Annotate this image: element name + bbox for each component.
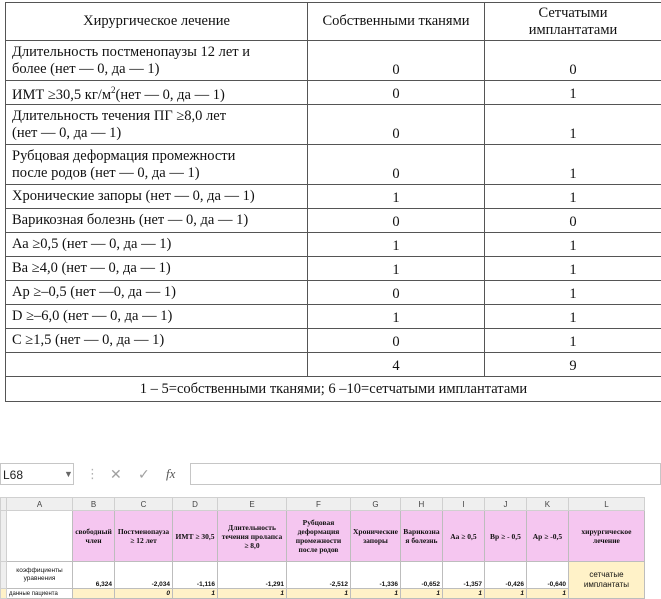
sum-label-empty bbox=[6, 353, 308, 377]
row-label-line: (нет — 0, да — 1) bbox=[12, 125, 301, 142]
formula-input[interactable] bbox=[190, 463, 661, 485]
row-label bbox=[6, 81, 308, 105]
formula-bar-separator-icon: ⋮ bbox=[86, 466, 99, 482]
column-header[interactable]: K bbox=[526, 498, 568, 511]
mesh-value: 1 bbox=[485, 281, 661, 305]
mesh-value: 0 bbox=[485, 41, 661, 81]
column-header[interactable]: J bbox=[484, 498, 526, 511]
sum-row bbox=[6, 353, 661, 377]
mesh-value: 1 bbox=[485, 329, 661, 353]
cell-coef[interactable]: -2,512 bbox=[287, 562, 351, 589]
cell-patient-label[interactable]: данные пациента bbox=[7, 589, 73, 599]
header-mesh-implants bbox=[485, 3, 661, 41]
cell-bp[interactable]: Вр ≥ - 0,5 bbox=[484, 511, 526, 562]
table-header-row bbox=[6, 3, 661, 41]
cell-patient[interactable]: 1 bbox=[218, 589, 287, 599]
row-label-text: ИМТ ≥30,5 кг/м bbox=[12, 86, 111, 102]
mesh-value: 1 bbox=[485, 185, 661, 209]
mesh-value: 1 bbox=[485, 257, 661, 281]
cell-coef[interactable]: -0,426 bbox=[484, 562, 526, 589]
row-label: С ≥1,5 (нет — 0, да — 1) bbox=[6, 329, 308, 353]
spreadsheet-window bbox=[0, 455, 661, 595]
cell-patient[interactable]: 1 bbox=[400, 589, 442, 599]
row-label-line: более (нет — 0, да — 1) bbox=[12, 61, 301, 78]
column-header[interactable]: L bbox=[568, 498, 644, 511]
column-header[interactable]: D bbox=[173, 498, 218, 511]
footer-row bbox=[6, 377, 661, 402]
cancel-icon[interactable]: ✕ bbox=[110, 465, 122, 483]
column-header-row bbox=[1, 498, 645, 511]
row-label: Хронические запоры (нет — 0, да — 1) bbox=[6, 185, 308, 209]
own-tissue-value: 0 bbox=[308, 329, 485, 353]
cell-bmi[interactable]: ИМТ ≥ 30,5 bbox=[173, 511, 218, 562]
cell-coef[interactable]: -1,116 bbox=[173, 562, 218, 589]
own-tissue-value: 0 bbox=[308, 81, 485, 105]
surgical-treatment-table bbox=[5, 2, 661, 402]
table-row bbox=[6, 41, 661, 81]
table-row bbox=[6, 305, 661, 329]
insert-function-icon[interactable]: fx bbox=[166, 465, 175, 483]
confirm-icon[interactable]: ✓ bbox=[138, 465, 150, 483]
column-header[interactable]: E bbox=[218, 498, 287, 511]
own-tissue-value: 1 bbox=[308, 305, 485, 329]
column-header[interactable]: F bbox=[287, 498, 351, 511]
cell-coef[interactable]: 6,324 bbox=[73, 562, 115, 589]
name-box[interactable]: L68 bbox=[0, 463, 74, 485]
grid-header-row bbox=[1, 511, 645, 562]
patient-data-row bbox=[1, 589, 645, 599]
own-tissue-value: 0 bbox=[308, 105, 485, 145]
column-header[interactable]: B bbox=[73, 498, 115, 511]
row-label-line: Длительность течения ПГ ≥8,0 лет bbox=[12, 108, 301, 125]
row-label: Ар ≥–0,5 (нет —0, да — 1) bbox=[6, 281, 308, 305]
column-header[interactable]: H bbox=[400, 498, 442, 511]
own-tissue-value: 0 bbox=[308, 281, 485, 305]
coefficients-row bbox=[1, 562, 645, 589]
mesh-sum: 9 bbox=[485, 353, 661, 377]
cell-patient[interactable]: 0 bbox=[115, 589, 173, 599]
cell-prolapse-duration[interactable]: Длительность течения пролапса ≥ 8,0 bbox=[218, 511, 287, 562]
mesh-value: 1 bbox=[485, 105, 661, 145]
cell-coef-label[interactable]: коэффициенты уравнения bbox=[7, 562, 73, 589]
superscript: 2 bbox=[111, 85, 116, 95]
table-row bbox=[6, 185, 661, 209]
table-row bbox=[6, 81, 661, 105]
cell-free-term[interactable]: свободный член bbox=[73, 511, 115, 562]
row-label: D ≥–6,0 (нет — 0, да — 1) bbox=[6, 305, 308, 329]
cell-surgical-treatment[interactable]: хирургическое лечение bbox=[568, 511, 644, 562]
own-tissue-value: 0 bbox=[308, 209, 485, 233]
header-mesh-line1: Сетчатыми bbox=[491, 5, 655, 22]
cell-ap[interactable]: Ар ≥ -0,5 bbox=[526, 511, 568, 562]
own-tissue-value: 1 bbox=[308, 257, 485, 281]
column-header[interactable]: A bbox=[7, 498, 73, 511]
formula-bar bbox=[0, 463, 661, 487]
column-header[interactable]: I bbox=[442, 498, 484, 511]
mesh-value: 1 bbox=[485, 305, 661, 329]
table-row bbox=[6, 329, 661, 353]
table-row bbox=[6, 209, 661, 233]
column-header[interactable]: G bbox=[351, 498, 401, 511]
table-row bbox=[6, 105, 661, 145]
mesh-value: 1 bbox=[485, 233, 661, 257]
row-label-line: Длительность постменопаузы 12 лет и bbox=[12, 44, 301, 61]
cell-coef[interactable]: -0,652 bbox=[400, 562, 442, 589]
mesh-value: 1 bbox=[485, 145, 661, 185]
own-tissue-sum: 4 bbox=[308, 353, 485, 377]
mesh-value: 0 bbox=[485, 209, 661, 233]
row-label: Варикозная болезнь (нет — 0, да — 1) bbox=[6, 209, 308, 233]
table-row bbox=[6, 145, 661, 185]
own-tissue-value: 0 bbox=[308, 41, 485, 81]
row-label bbox=[6, 145, 308, 185]
name-box-dropdown-icon[interactable]: ▼ bbox=[64, 463, 73, 485]
cell-coef[interactable]: -2,034 bbox=[115, 562, 173, 589]
column-header[interactable]: C bbox=[115, 498, 173, 511]
cell-patient[interactable] bbox=[73, 589, 115, 599]
cell-constipation[interactable]: Хронические запоры bbox=[351, 511, 401, 562]
cell-patient[interactable]: 1 bbox=[484, 589, 526, 599]
own-tissue-value: 1 bbox=[308, 233, 485, 257]
cell-coef[interactable]: -0,640 bbox=[526, 562, 568, 589]
table-row bbox=[6, 281, 661, 305]
row-label: Ва ≥4,0 (нет — 0, да — 1) bbox=[6, 257, 308, 281]
table-footnote: 1 – 5=собственными тканями; 6 –10=сетчатыми имплантатами bbox=[6, 377, 661, 402]
cell-patient[interactable]: 1 bbox=[287, 589, 351, 599]
own-tissue-value: 1 bbox=[308, 185, 485, 209]
row-label-line: Рубцовая деформация промежности bbox=[12, 148, 301, 165]
row-label bbox=[6, 41, 308, 81]
cell[interactable] bbox=[7, 511, 73, 562]
cell-coef[interactable]: -1,291 bbox=[218, 562, 287, 589]
table-row bbox=[6, 233, 661, 257]
cell-coef[interactable]: -1,357 bbox=[442, 562, 484, 589]
cell-scar-deformation[interactable]: Рубцовая деформация промежности после родов bbox=[287, 511, 351, 562]
cell-patient[interactable]: 1 bbox=[526, 589, 568, 599]
cell-aa[interactable]: Аа ≥ 0,5 bbox=[442, 511, 484, 562]
header-own-tissue: Собственными тканями bbox=[308, 3, 485, 41]
header-surgical-treatment: Хирургическое лечение bbox=[6, 3, 308, 41]
row-label-line: после родов (нет — 0, да — 1) bbox=[12, 165, 301, 182]
table-row bbox=[6, 257, 661, 281]
row-label-text: (нет — 0, да — 1) bbox=[116, 86, 225, 102]
mesh-value: 1 bbox=[485, 81, 661, 105]
cell-patient[interactable]: 1 bbox=[351, 589, 401, 599]
cell-result[interactable]: сетчатые имплантаты bbox=[568, 562, 644, 599]
header-mesh-line2: имплантатами bbox=[491, 22, 655, 39]
spreadsheet-grid bbox=[0, 497, 645, 599]
row-label: Аа ≥0,5 (нет — 0, да — 1) bbox=[6, 233, 308, 257]
cell-patient[interactable]: 1 bbox=[173, 589, 218, 599]
own-tissue-value: 0 bbox=[308, 145, 485, 185]
cell-patient[interactable]: 1 bbox=[442, 589, 484, 599]
cell-postmenopause[interactable]: Постменопауза ≥ 12 лет bbox=[115, 511, 173, 562]
cell-varicose[interactable]: Варикозна я болезнь bbox=[400, 511, 442, 562]
row-label bbox=[6, 105, 308, 145]
cell-coef[interactable]: -1,336 bbox=[351, 562, 401, 589]
